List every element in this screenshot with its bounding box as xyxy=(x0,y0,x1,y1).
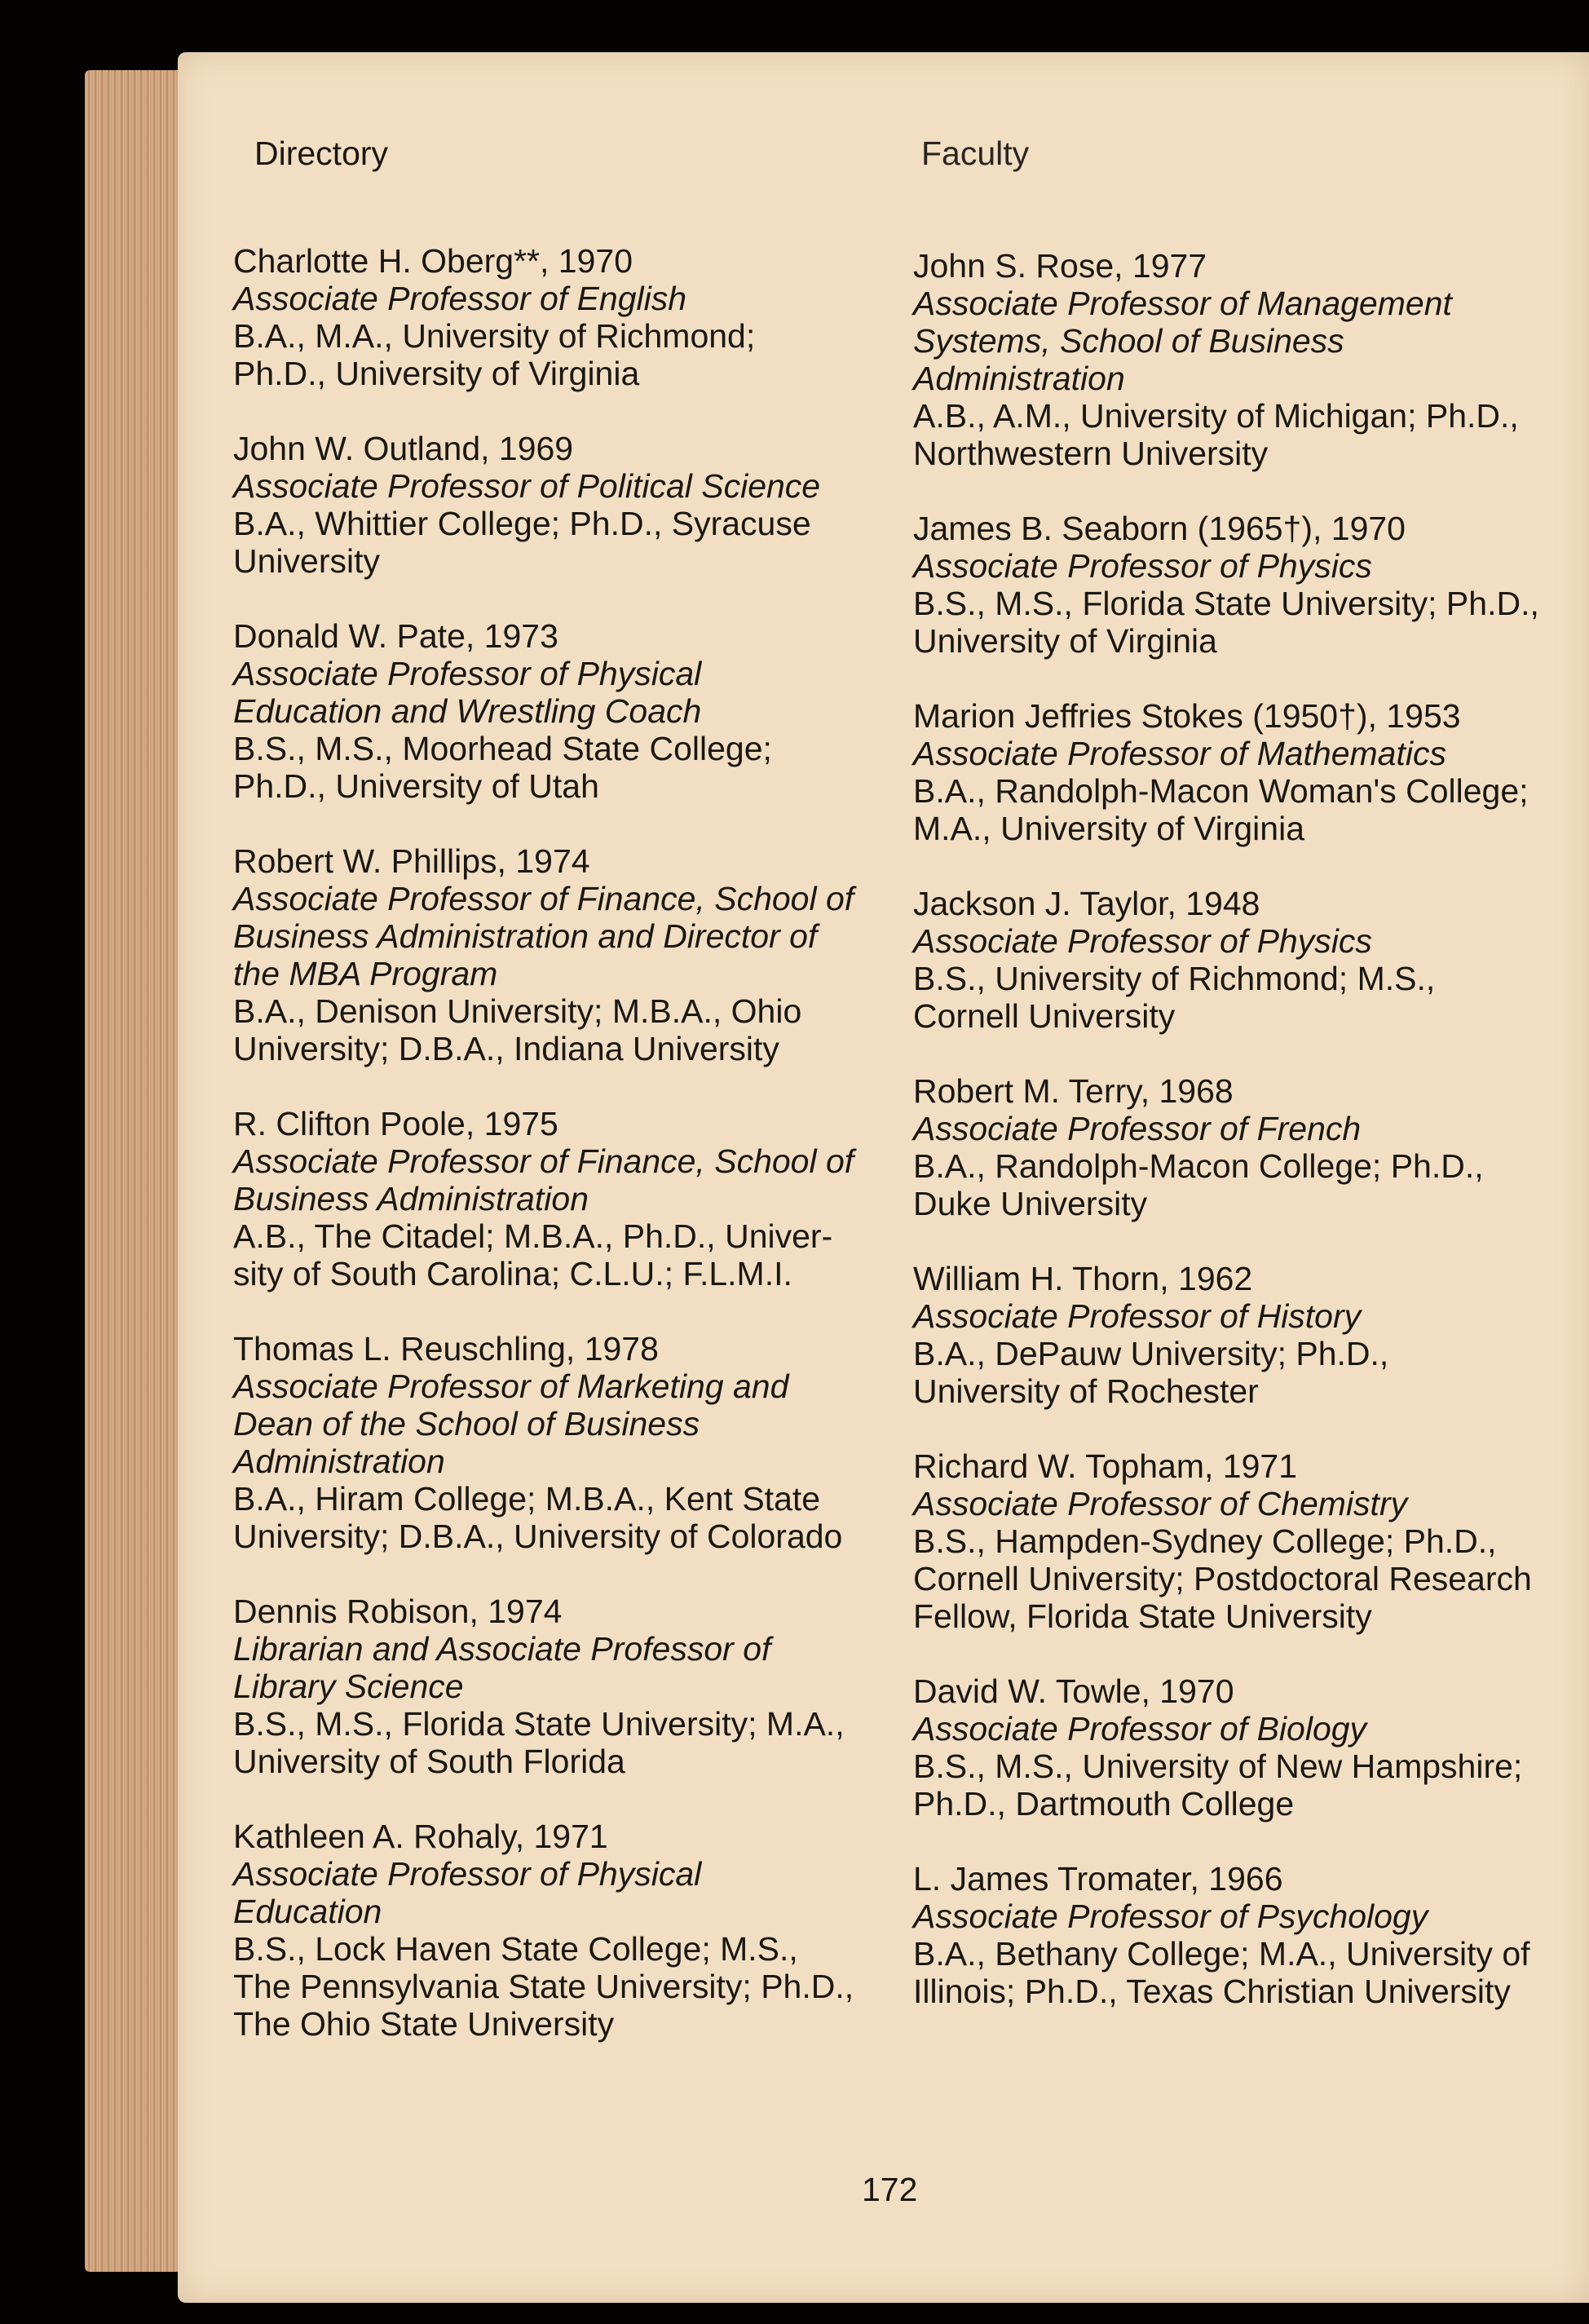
faculty-entry xyxy=(233,842,902,1067)
faculty-entry xyxy=(233,617,902,805)
faculty-entry xyxy=(913,1447,1582,1635)
faculty-title: Associate Professor of Finance, School of Business Administration and Director of the MBA Program xyxy=(233,880,854,992)
faculty-degrees: B.A., Randolph-Macon College; Ph.D., Duke University xyxy=(913,1147,1484,1222)
faculty-title: Associate Professor of Marketing and Dean of the School of Business Administration xyxy=(233,1367,789,1480)
faculty-title: Associate Professor of Physics xyxy=(913,922,1372,960)
faculty-entry xyxy=(913,1672,1582,1823)
faculty-degrees: B.A., Randolph-Macon Woman's College; M.A., University of Virginia xyxy=(913,772,1529,847)
faculty-name: Robert M. Terry, 1968 xyxy=(913,1072,1234,1110)
faculty-title: Associate Professor of Management Systems, School of Business Administration xyxy=(913,285,1452,397)
faculty-entry xyxy=(233,242,902,392)
faculty-title: Associate Professor of Biology xyxy=(913,1710,1367,1747)
faculty-name: Robert W. Phillips, 1974 xyxy=(233,842,590,880)
faculty-degrees: B.A., Denison University; M.B.A., Ohio University; D.B.A., Indiana University xyxy=(233,992,802,1067)
faculty-name: Thomas L. Reuschling, 1978 xyxy=(233,1330,659,1367)
running-header-category: Faculty xyxy=(921,135,1030,172)
faculty-title: Associate Professor of Finance, School of Business Administration xyxy=(233,1142,854,1217)
faculty-name: David W. Towle, 1970 xyxy=(913,1672,1234,1710)
faculty-name: Jackson J. Taylor, 1948 xyxy=(913,885,1260,922)
faculty-title: Associate Professor of Psychology xyxy=(913,1898,1428,1935)
faculty-name: Richard W. Topham, 1971 xyxy=(913,1447,1297,1485)
faculty-entry xyxy=(233,1105,902,1292)
faculty-name: Donald W. Pate, 1973 xyxy=(233,617,558,655)
faculty-entry xyxy=(233,430,902,580)
faculty-title: Associate Professor of History xyxy=(913,1297,1362,1335)
faculty-entry xyxy=(233,1593,902,1780)
faculty-entry xyxy=(913,1072,1582,1222)
left-column xyxy=(233,242,902,2080)
faculty-name: John W. Outland, 1969 xyxy=(233,430,574,467)
faculty-entry xyxy=(913,1860,1582,2010)
faculty-name: William H. Thorn, 1962 xyxy=(913,1260,1253,1297)
faculty-title: Associate Professor of Chemistry xyxy=(913,1485,1408,1522)
faculty-degrees: B.S., M.S., Florida State University; M.A., University of South Florida xyxy=(233,1705,845,1780)
faculty-degrees: B.S., Hampden-Sydney College; Ph.D., Cornell University; Postdoctoral Research Fellow, Florida State University xyxy=(913,1522,1532,1635)
faculty-name: Kathleen A. Rohaly, 1971 xyxy=(233,1818,608,1855)
faculty-entry xyxy=(913,885,1582,1035)
faculty-degrees: B.A., Whittier College; Ph.D., Syracuse University xyxy=(233,505,811,580)
faculty-degrees: B.A., DePauw University; Ph.D., University of Rochester xyxy=(913,1335,1389,1410)
faculty-name: Dennis Robison, 1974 xyxy=(233,1593,563,1630)
faculty-entry xyxy=(913,1260,1582,1410)
faculty-title: Librarian and Associate Professor of Library Science xyxy=(233,1630,771,1705)
faculty-degrees: B.A., M.A., University of Richmond; Ph.D., University of Virginia xyxy=(233,317,756,392)
faculty-name: R. Clifton Poole, 1975 xyxy=(233,1105,558,1142)
faculty-name: John S. Rose, 1977 xyxy=(913,247,1207,285)
faculty-degrees: B.S., M.S., University of New Hampshire; Ph.D., Dartmouth College xyxy=(913,1747,1523,1823)
page-number: 172 xyxy=(862,2171,918,2208)
faculty-title: Associate Professor of Mathematics xyxy=(913,735,1446,772)
faculty-degrees: A.B., A.M., University of Michigan; Ph.D., Northwestern University xyxy=(913,397,1519,472)
faculty-name: L. James Tromater, 1966 xyxy=(913,1860,1283,1898)
faculty-title: Associate Professor of French xyxy=(913,1110,1362,1147)
faculty-degrees: B.A., Bethany College; M.A., University of Illinois; Ph.D., Texas Christian University xyxy=(913,1935,1530,2010)
faculty-degrees: B.A., Hiram College; M.B.A., Kent State University; D.B.A., University of Colorado xyxy=(233,1480,843,1555)
right-column xyxy=(913,247,1582,2048)
faculty-title: Associate Professor of Physics xyxy=(913,547,1372,585)
faculty-entry xyxy=(913,510,1582,660)
faculty-name: Marion Jeffries Stokes (1950†), 1953 xyxy=(913,697,1461,735)
running-header-section: Directory xyxy=(254,135,389,172)
faculty-title: Associate Professor of English xyxy=(233,280,687,317)
faculty-title: Associate Professor of Physical Education and Wrestling Coach xyxy=(233,655,702,730)
faculty-entry xyxy=(233,1330,902,1555)
faculty-name: Charlotte H. Oberg**, 1970 xyxy=(233,242,633,280)
faculty-entry xyxy=(913,697,1582,847)
faculty-degrees: B.S., M.S., Moorhead State College; Ph.D., University of Utah xyxy=(233,730,772,805)
faculty-degrees: B.S., University of Richmond; M.S., Cornell University xyxy=(913,960,1436,1035)
faculty-degrees: A.B., The Citadel; M.B.A., Ph.D., Univer- sity of South Carolina; C.L.U.; F.L.M.I. xyxy=(233,1217,833,1292)
faculty-degrees: B.S., M.S., Florida State University; Ph.D., University of Virginia xyxy=(913,585,1539,660)
faculty-name: James B. Seaborn (1965†), 1970 xyxy=(913,510,1406,547)
faculty-entry xyxy=(233,1818,902,2043)
faculty-entry xyxy=(913,247,1582,472)
faculty-title: Associate Professor of Physical Education xyxy=(233,1855,702,1930)
faculty-degrees: B.S., Lock Haven State College; M.S., The Pennsylvania State University; Ph.D., The Ohio State University xyxy=(233,1930,854,2043)
faculty-title: Associate Professor of Political Science xyxy=(233,467,821,505)
